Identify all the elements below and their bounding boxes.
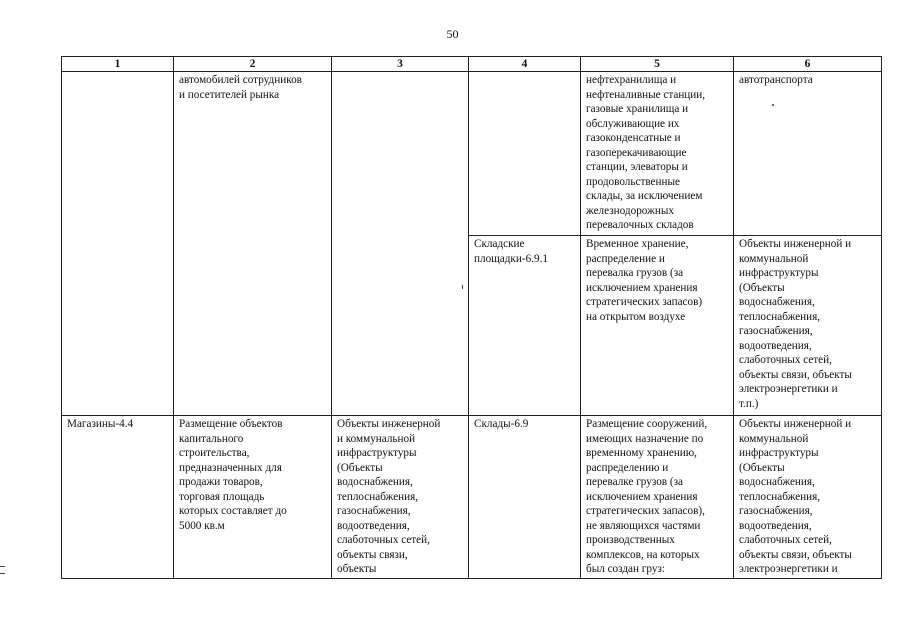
column-header: 2 [174,57,332,72]
table-cell: автотранспорта [734,72,882,236]
column-header: 4 [469,57,581,72]
regulations-table [61,56,882,579]
column-header: 5 [581,57,734,72]
table-cell [62,72,174,416]
table-cell: Склады-6.9 [469,416,581,579]
table-cell: Размещение объектов капитального строительства, предназначенных для продажи товаров, торговая площадь которых составляет до 5000 кв.м [174,416,332,579]
page-number: 50 [446,27,459,41]
scan-edge-mark [0,566,5,574]
table-cell: Размещение сооружений, имеющих назначение по временному хранению, распределению и перевалке грузов (за исключением хранения стратегических запасов), не являющихся частями производственных комплексов, на которых был создан груз: [581,416,734,579]
table-cell: нефтехранилища и нефтеналивные станции, газовые хранилища и обслуживающие их газоконденсатные и газоперекачивающие станции, элеваторы и продовольственные склады, за исключением железнодорожных перевалочных складов [581,72,734,236]
table-cell: Временное хранение, распределение и перевалка грузов (за исключением хранения стратегических запасов) на открытом воздухе [581,236,734,416]
column-header: 6 [734,57,882,72]
scan-speck [772,104,774,106]
table-row [62,416,882,579]
table-cell: автомобилей сотрудников и посетителей рынка [174,72,332,416]
table-cell: Магазины-4.4 [62,416,174,579]
table-cell: Объекты инженерной и коммунальной инфраструктуры (Объекты водоснабжения, теплоснабжения, газоснабжения, водоотведения, слаботочных сетей, объекты связи, объекты электроэнергетики и т.п.) [734,236,882,416]
table-cell: Объекты инженерной и коммунальной инфраструктуры (Объекты водоснабжения, теплоснабжения, газоснабжения, водоотведения, слаботочных сетей, объекты связи, объекты электроэнергетики и [734,416,882,579]
column-header: 3 [332,57,469,72]
table-cell: Объекты инженерной и коммунальной инфраструктуры (Объекты водоснабжения, теплоснабжения, газоснабжения, водоотведения, слаботочных сетей, объекты связи, объекты [332,416,469,579]
scan-speck [462,285,463,289]
table-cell [332,72,469,416]
column-header: 1 [62,57,174,72]
table-cell [469,72,581,236]
table-header-row [62,57,882,72]
table-cell: Складские площадки-6.9.1 [469,236,581,416]
table-row [62,72,882,236]
